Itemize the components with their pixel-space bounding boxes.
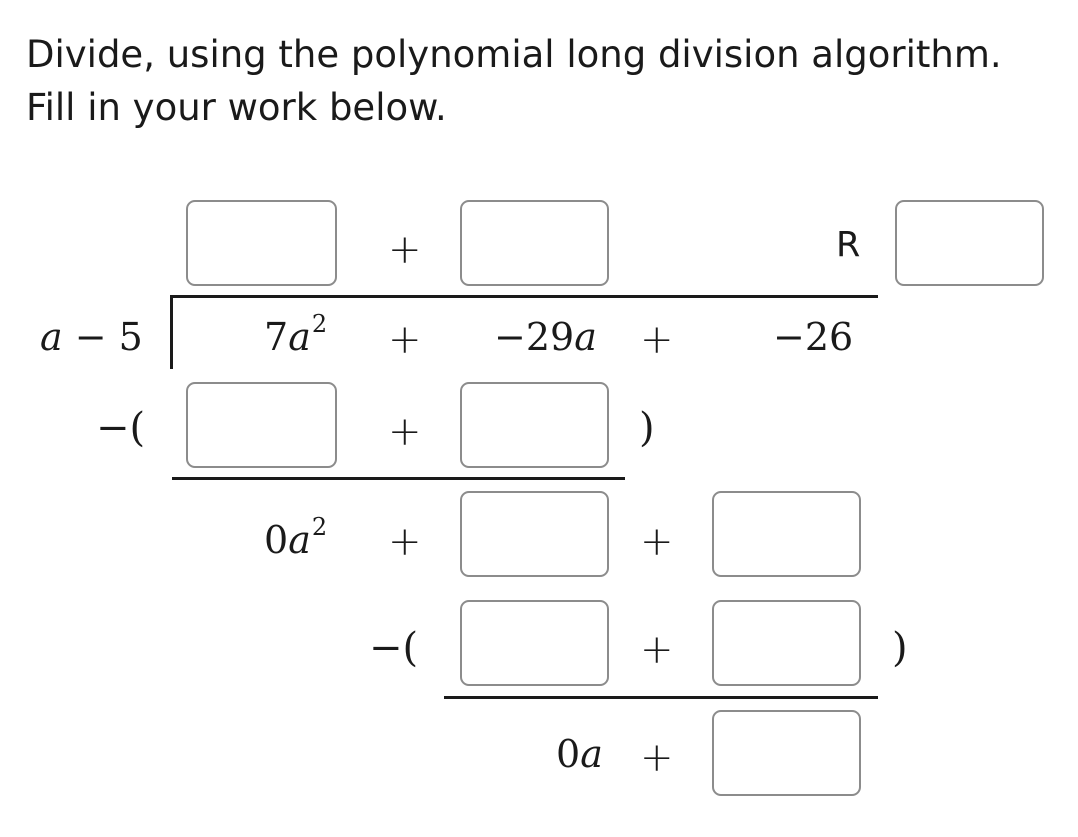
- dividend-term-2-coef: −29: [494, 315, 575, 359]
- remainder-input[interactable]: [895, 200, 1044, 286]
- row2-coef: 0: [264, 518, 289, 562]
- dividend-term-2-var: a: [574, 315, 597, 359]
- step1-a-squared-input[interactable]: [186, 382, 337, 468]
- row3-coef: 0: [556, 732, 581, 776]
- step2-a-term-input[interactable]: [460, 600, 609, 686]
- divisor: [40, 315, 143, 359]
- quotient-plus-sign: +: [388, 227, 422, 273]
- dividend-plus-2: +: [640, 317, 674, 363]
- row2-a-squared-term: [264, 513, 328, 562]
- instructions-line-1: Divide, using the polynomial long division algorithm.: [26, 33, 1002, 76]
- dividend-term-1-coef: 7: [264, 315, 289, 359]
- row2-exp: 2: [311, 513, 328, 541]
- step1-plus-sign: +: [388, 409, 422, 455]
- division-bracket: [170, 295, 173, 369]
- row2-constant-input[interactable]: [712, 491, 861, 577]
- remainder-label: R: [836, 225, 861, 265]
- row2-plus-2: +: [640, 519, 674, 565]
- row3-a-term: [556, 732, 603, 776]
- divisor-constant: 5: [118, 315, 143, 359]
- instructions: [26, 28, 1002, 134]
- dividend-plus-1: +: [388, 317, 422, 363]
- dividend-term-1: [264, 310, 328, 359]
- step1-close-paren: ): [639, 405, 655, 451]
- step1-open-paren: −(: [96, 405, 146, 451]
- dividend-term-3: −26: [773, 315, 854, 359]
- divisor-minus: −: [62, 315, 119, 359]
- quotient-constant-input[interactable]: [460, 200, 609, 286]
- division-bar: [170, 295, 878, 298]
- instructions-line-2: Fill in your work below.: [26, 86, 447, 129]
- step2-plus-sign: +: [640, 627, 674, 673]
- step2-open-paren: −(: [369, 625, 419, 671]
- row3-constant-input[interactable]: [712, 710, 861, 796]
- dividend-term-1-exp: 2: [311, 310, 328, 338]
- step2-close-paren: ): [892, 625, 908, 671]
- dividend-term-2: [494, 315, 597, 359]
- row3-var: a: [580, 732, 603, 776]
- row2-plus-1: +: [388, 519, 422, 565]
- row2-var: a: [288, 518, 311, 562]
- row3-plus: +: [640, 735, 674, 781]
- divisor-variable: a: [40, 315, 63, 359]
- quotient-a-term-input[interactable]: [186, 200, 337, 286]
- step1-underline: [172, 477, 625, 480]
- row2-a-term-input[interactable]: [460, 491, 609, 577]
- step2-constant-input[interactable]: [712, 600, 861, 686]
- step1-a-term-input[interactable]: [460, 382, 609, 468]
- step2-underline: [444, 696, 878, 699]
- dividend-term-1-var: a: [288, 315, 311, 359]
